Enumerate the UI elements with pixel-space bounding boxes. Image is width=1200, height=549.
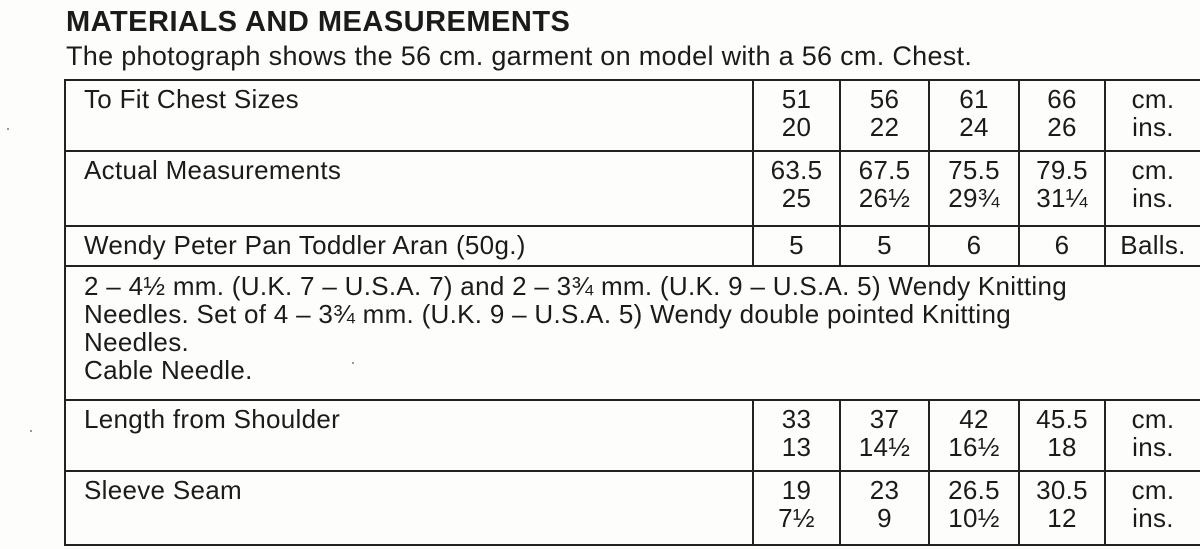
size-cell: 61 24 — [929, 80, 1019, 151]
needles-line: Needles. Set of 4 – 3¾ mm. (U.K. 9 – U.S.A. 5) Wendy double pointed Knitting — [84, 299, 1012, 329]
size-cell: 6 — [929, 226, 1019, 266]
paper-speck — [30, 430, 32, 432]
materials-table — [64, 79, 1200, 546]
size-cell: 19 7½ — [753, 471, 840, 545]
size-cell: 5 — [840, 226, 929, 266]
size-cell: 37 14½ — [840, 400, 929, 471]
unit-cell: cm. ins. — [1105, 471, 1200, 545]
size-cell: 67.5 26½ — [840, 151, 929, 226]
unit-cell: Balls. — [1105, 226, 1200, 266]
table-row-chest-sizes — [65, 80, 1200, 151]
size-cell: 75.5 29¾ — [929, 151, 1019, 226]
paper-speck — [7, 128, 9, 130]
size-cell: 79.5 31¼ — [1019, 151, 1105, 226]
row-label: Wendy Peter Pan Toddler Aran (50g.) — [65, 226, 753, 266]
unit-cell: cm. ins. — [1105, 400, 1200, 471]
size-cell: 5 — [753, 226, 840, 266]
row-label: Actual Measurements — [65, 151, 753, 226]
size-cell: 66 26 — [1019, 80, 1105, 151]
needles-line: Cable Needle. — [84, 355, 253, 385]
table-row-actual-measurements — [65, 151, 1200, 226]
photo-note: The photograph shows the 56 cm. garment on model with a 56 cm. Chest. — [66, 41, 973, 71]
row-label: Sleeve Seam — [65, 471, 753, 545]
size-cell: 45.5 18 — [1019, 400, 1105, 471]
table-row-yarn — [65, 226, 1200, 266]
size-cell: 33 13 — [753, 400, 840, 471]
needles-cell — [65, 266, 1200, 400]
size-cell: 63.5 25 — [753, 151, 840, 226]
table-row-needles — [65, 266, 1200, 400]
needles-line: 2 – 4½ mm. (U.K. 7 – U.S.A. 7) and 2 – 3¾ mm. (U.K. 9 – U.S.A. 5) Wendy Knitting — [84, 271, 1068, 301]
row-label: Length from Shoulder — [65, 400, 753, 471]
size-cell: 56 22 — [840, 80, 929, 151]
unit-cell: cm. ins. — [1105, 151, 1200, 226]
section-heading: MATERIALS AND MEASUREMENTS — [66, 6, 571, 38]
size-cell: 42 16½ — [929, 400, 1019, 471]
table-row-length-from-shoulder — [65, 400, 1200, 471]
size-cell: 23 9 — [840, 471, 929, 545]
size-cell: 26.5 10½ — [929, 471, 1019, 545]
row-label: To Fit Chest Sizes — [65, 80, 753, 151]
size-cell: 51 20 — [753, 80, 840, 151]
size-cell: 30.5 12 — [1019, 471, 1105, 545]
table-row-sleeve-seam — [65, 471, 1200, 545]
unit-cell: cm. ins. — [1105, 80, 1200, 151]
needles-line: Needles. — [84, 327, 190, 357]
size-cell: 6 — [1019, 226, 1105, 266]
